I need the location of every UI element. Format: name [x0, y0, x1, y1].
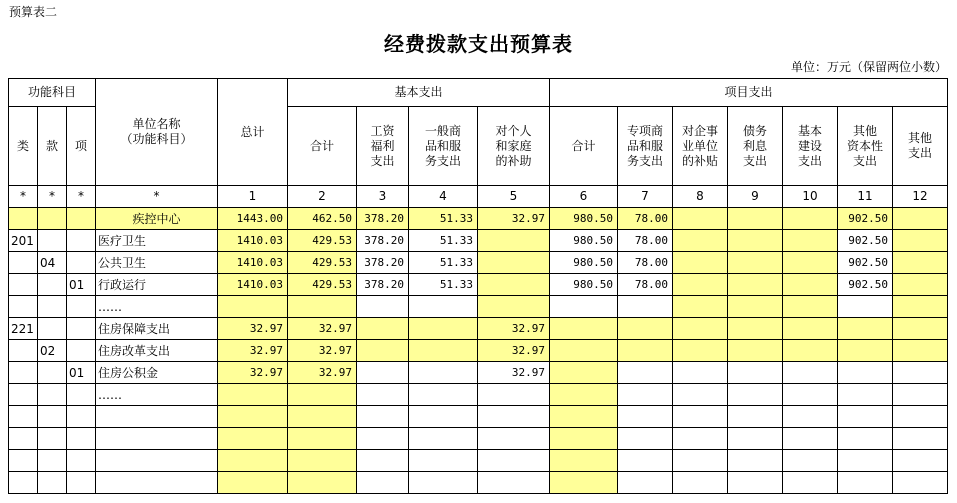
amount-cell [893, 274, 948, 296]
amount-cell [288, 450, 357, 472]
index-cell: * [38, 186, 67, 208]
amount-cell [550, 340, 618, 362]
amount-cell: 51.33 [409, 252, 478, 274]
header-basic-col: 一般商 品和服 务支出 [409, 107, 478, 186]
amount-cell [478, 472, 550, 494]
amount-cell: 902.50 [838, 252, 893, 274]
code-cell: 201 [9, 230, 38, 252]
amount-cell: 429.53 [288, 230, 357, 252]
amount-cell: 980.50 [550, 252, 618, 274]
amount-cell [550, 406, 618, 428]
index-cell: * [67, 186, 96, 208]
header-project-col: 对企事 业单位 的补贴 [673, 107, 728, 186]
header-basic-col: 对个人 和家庭 的补助 [478, 107, 550, 186]
amount-cell: 32.97 [288, 318, 357, 340]
amount-cell: 429.53 [288, 274, 357, 296]
code-cell [67, 318, 96, 340]
amount-cell [783, 384, 838, 406]
amount-cell [783, 318, 838, 340]
amount-cell [550, 296, 618, 318]
amount-cell [838, 340, 893, 362]
amount-cell: 902.50 [838, 230, 893, 252]
amount-cell [783, 296, 838, 318]
amount-cell [728, 362, 783, 384]
amount-cell: 902.50 [838, 274, 893, 296]
code-cell [9, 340, 38, 362]
amount-cell: 1410.03 [218, 230, 288, 252]
amount-cell: 378.20 [357, 230, 409, 252]
amount-cell [550, 428, 618, 450]
unit-name-cell [96, 428, 218, 450]
amount-cell [673, 472, 728, 494]
amount-cell: 51.33 [409, 230, 478, 252]
amount-cell: 78.00 [618, 252, 673, 274]
amount-cell [838, 296, 893, 318]
unit-note: 单位：万元（保留两位小数） [790, 60, 947, 74]
amount-cell [357, 384, 409, 406]
table-row [9, 340, 948, 362]
amount-cell [357, 472, 409, 494]
index-cell: 3 [357, 186, 409, 208]
code-cell [67, 472, 96, 494]
amount-cell [673, 274, 728, 296]
index-cell: * [9, 186, 38, 208]
code-cell: 04 [38, 252, 67, 274]
amount-cell [478, 274, 550, 296]
amount-cell [550, 472, 618, 494]
code-cell [67, 450, 96, 472]
amount-cell [550, 318, 618, 340]
amount-cell [783, 230, 838, 252]
header-basic-col: 工资 福利 支出 [357, 107, 409, 186]
amount-cell [288, 472, 357, 494]
header-func-group: 功能科目 [9, 79, 96, 107]
amount-cell [893, 208, 948, 230]
amount-cell: 378.20 [357, 274, 409, 296]
code-cell [38, 274, 67, 296]
unit-name-cell: 医疗卫生 [96, 230, 218, 252]
table-row [9, 384, 948, 406]
code-cell [38, 384, 67, 406]
index-cell: 6 [550, 186, 618, 208]
amount-cell [893, 384, 948, 406]
code-cell [38, 472, 67, 494]
amount-cell [409, 428, 478, 450]
header-project-group: 项目支出 [550, 79, 948, 107]
amount-cell [357, 318, 409, 340]
index-cell: 4 [409, 186, 478, 208]
amount-cell [673, 208, 728, 230]
amount-cell [893, 230, 948, 252]
table-row [9, 318, 948, 340]
amount-cell: 429.53 [288, 252, 357, 274]
amount-cell [409, 384, 478, 406]
amount-cell [673, 428, 728, 450]
amount-cell [673, 230, 728, 252]
amount-cell [357, 362, 409, 384]
header-xiang: 项 [67, 107, 96, 186]
amount-cell: 78.00 [618, 208, 673, 230]
unit-name-cell: 公共卫生 [96, 252, 218, 274]
code-cell [9, 252, 38, 274]
amount-cell [218, 450, 288, 472]
amount-cell [478, 230, 550, 252]
index-cell: 1 [218, 186, 288, 208]
amount-cell [728, 340, 783, 362]
amount-cell [478, 252, 550, 274]
table-row [9, 428, 948, 450]
amount-cell [288, 428, 357, 450]
amount-cell [783, 340, 838, 362]
amount-cell [893, 472, 948, 494]
code-cell [9, 450, 38, 472]
page-title: 经费拨款支出预算表 [384, 32, 573, 56]
amount-cell [550, 362, 618, 384]
unit-name-cell: 住房改革支出 [96, 340, 218, 362]
amount-cell [618, 318, 673, 340]
amount-cell [838, 384, 893, 406]
amount-cell [783, 406, 838, 428]
index-cell: 12 [893, 186, 948, 208]
header-project-col: 专项商 品和服 务支出 [618, 107, 673, 186]
amount-cell [783, 472, 838, 494]
code-cell [9, 384, 38, 406]
amount-cell [838, 362, 893, 384]
amount-cell [893, 362, 948, 384]
unit-name-cell: …… [96, 384, 218, 406]
amount-cell [728, 296, 783, 318]
table-row [9, 472, 948, 494]
amount-cell [357, 296, 409, 318]
code-cell [38, 406, 67, 428]
amount-cell: 902.50 [838, 208, 893, 230]
table-row [9, 450, 948, 472]
amount-cell: 78.00 [618, 274, 673, 296]
amount-cell: 51.33 [409, 274, 478, 296]
amount-cell [550, 384, 618, 406]
amount-cell [618, 296, 673, 318]
header-total: 总计 [218, 79, 288, 186]
amount-cell [838, 318, 893, 340]
amount-cell [673, 296, 728, 318]
amount-cell [478, 406, 550, 428]
header-unit-name: 单位名称 （功能科目） [96, 79, 218, 186]
amount-cell [783, 450, 838, 472]
header-project-col: 其他 资本性 支出 [838, 107, 893, 186]
amount-cell [893, 406, 948, 428]
index-cell: 2 [288, 186, 357, 208]
amount-cell: 32.97 [288, 362, 357, 384]
table-row [9, 230, 948, 252]
amount-cell: 1410.03 [218, 252, 288, 274]
table-number-label: 预算表二 [9, 5, 58, 19]
amount-cell: 1410.03 [218, 274, 288, 296]
amount-cell: 32.97 [218, 362, 288, 384]
index-cell: 5 [478, 186, 550, 208]
code-cell [9, 472, 38, 494]
amount-cell: 32.97 [478, 318, 550, 340]
amount-cell [218, 296, 288, 318]
header-project-col: 其他 支出 [893, 107, 948, 186]
amount-cell [673, 340, 728, 362]
amount-cell [218, 384, 288, 406]
amount-cell [783, 362, 838, 384]
amount-cell [357, 428, 409, 450]
unit-name-cell [96, 472, 218, 494]
amount-cell [618, 428, 673, 450]
code-cell [9, 274, 38, 296]
header-project-col: 债务 利息 支出 [728, 107, 783, 186]
amount-cell [673, 384, 728, 406]
code-cell [38, 318, 67, 340]
amount-cell [893, 340, 948, 362]
unit-name-cell [96, 450, 218, 472]
unit-name-cell: 住房公积金 [96, 362, 218, 384]
code-cell [67, 252, 96, 274]
amount-cell [618, 340, 673, 362]
code-cell [67, 340, 96, 362]
amount-cell [409, 472, 478, 494]
amount-cell [728, 406, 783, 428]
amount-cell [728, 230, 783, 252]
amount-cell: 32.97 [218, 318, 288, 340]
amount-cell: 32.97 [218, 340, 288, 362]
amount-cell [409, 362, 478, 384]
code-cell: 221 [9, 318, 38, 340]
amount-cell [618, 472, 673, 494]
amount-cell [618, 362, 673, 384]
table-row [9, 362, 948, 384]
amount-cell [728, 472, 783, 494]
code-cell [67, 406, 96, 428]
amount-cell [673, 252, 728, 274]
amount-cell [409, 318, 478, 340]
amount-cell [673, 362, 728, 384]
index-cell: * [96, 186, 218, 208]
amount-cell [728, 450, 783, 472]
amount-cell [673, 318, 728, 340]
amount-cell: 378.20 [357, 252, 409, 274]
amount-cell [893, 252, 948, 274]
code-cell [9, 296, 38, 318]
code-cell [38, 450, 67, 472]
code-cell [9, 208, 38, 230]
header-kuan: 款 [38, 107, 67, 186]
code-cell [67, 384, 96, 406]
amount-cell [288, 296, 357, 318]
code-cell [38, 208, 67, 230]
index-cell: 10 [783, 186, 838, 208]
budget-table [8, 78, 948, 494]
code-cell [38, 230, 67, 252]
table-row [9, 406, 948, 428]
code-cell: 02 [38, 340, 67, 362]
index-cell: 8 [673, 186, 728, 208]
amount-cell [409, 406, 478, 428]
code-cell [38, 296, 67, 318]
amount-cell [218, 428, 288, 450]
table-row [9, 208, 948, 230]
amount-cell [783, 428, 838, 450]
header-project-col: 合计 [550, 107, 618, 186]
unit-name-cell: 行政运行 [96, 274, 218, 296]
amount-cell: 78.00 [618, 230, 673, 252]
header-project-col: 基本 建设 支出 [783, 107, 838, 186]
amount-cell: 462.50 [288, 208, 357, 230]
amount-cell [783, 252, 838, 274]
header-lei: 类 [9, 107, 38, 186]
table-row [9, 274, 948, 296]
table-row [9, 252, 948, 274]
amount-cell [478, 450, 550, 472]
amount-cell [893, 450, 948, 472]
amount-cell [409, 450, 478, 472]
table-row [9, 296, 948, 318]
amount-cell [728, 208, 783, 230]
amount-cell [218, 406, 288, 428]
amount-cell [838, 450, 893, 472]
code-cell [67, 230, 96, 252]
amount-cell [728, 274, 783, 296]
index-cell: 7 [618, 186, 673, 208]
code-cell: 01 [67, 274, 96, 296]
amount-cell [218, 472, 288, 494]
amount-cell [893, 428, 948, 450]
amount-cell [409, 296, 478, 318]
amount-cell [618, 450, 673, 472]
amount-cell [288, 384, 357, 406]
code-cell [9, 362, 38, 384]
index-cell: 9 [728, 186, 783, 208]
amount-cell [838, 428, 893, 450]
amount-cell [357, 406, 409, 428]
unit-name-cell: …… [96, 296, 218, 318]
amount-cell [673, 450, 728, 472]
amount-cell [550, 450, 618, 472]
amount-cell: 1443.00 [218, 208, 288, 230]
amount-cell: 32.97 [478, 208, 550, 230]
amount-cell [357, 450, 409, 472]
amount-cell [618, 406, 673, 428]
amount-cell [783, 274, 838, 296]
amount-cell: 32.97 [478, 362, 550, 384]
amount-cell [478, 384, 550, 406]
amount-cell [783, 208, 838, 230]
amount-cell [728, 428, 783, 450]
unit-name-cell: 疾控中心 [96, 208, 218, 230]
amount-cell: 32.97 [288, 340, 357, 362]
code-cell [67, 428, 96, 450]
code-cell [9, 428, 38, 450]
unit-name-cell [96, 406, 218, 428]
header-basic-group: 基本支出 [288, 79, 550, 107]
amount-cell: 378.20 [357, 208, 409, 230]
amount-cell: 32.97 [478, 340, 550, 362]
code-cell [67, 208, 96, 230]
amount-cell: 980.50 [550, 208, 618, 230]
unit-name-cell: 住房保障支出 [96, 318, 218, 340]
code-cell [67, 296, 96, 318]
index-cell: 11 [838, 186, 893, 208]
header-basic-col: 合计 [288, 107, 357, 186]
code-cell [9, 406, 38, 428]
amount-cell: 980.50 [550, 230, 618, 252]
amount-cell: 980.50 [550, 274, 618, 296]
amount-cell [728, 384, 783, 406]
amount-cell [673, 406, 728, 428]
amount-cell [838, 472, 893, 494]
amount-cell [838, 406, 893, 428]
code-cell [38, 362, 67, 384]
amount-cell [357, 340, 409, 362]
amount-cell [288, 406, 357, 428]
amount-cell [728, 252, 783, 274]
amount-cell [893, 318, 948, 340]
amount-cell [478, 428, 550, 450]
amount-cell [728, 318, 783, 340]
amount-cell [478, 296, 550, 318]
amount-cell: 51.33 [409, 208, 478, 230]
amount-cell [409, 340, 478, 362]
code-cell: 01 [67, 362, 96, 384]
code-cell [38, 428, 67, 450]
amount-cell [618, 384, 673, 406]
amount-cell [893, 296, 948, 318]
